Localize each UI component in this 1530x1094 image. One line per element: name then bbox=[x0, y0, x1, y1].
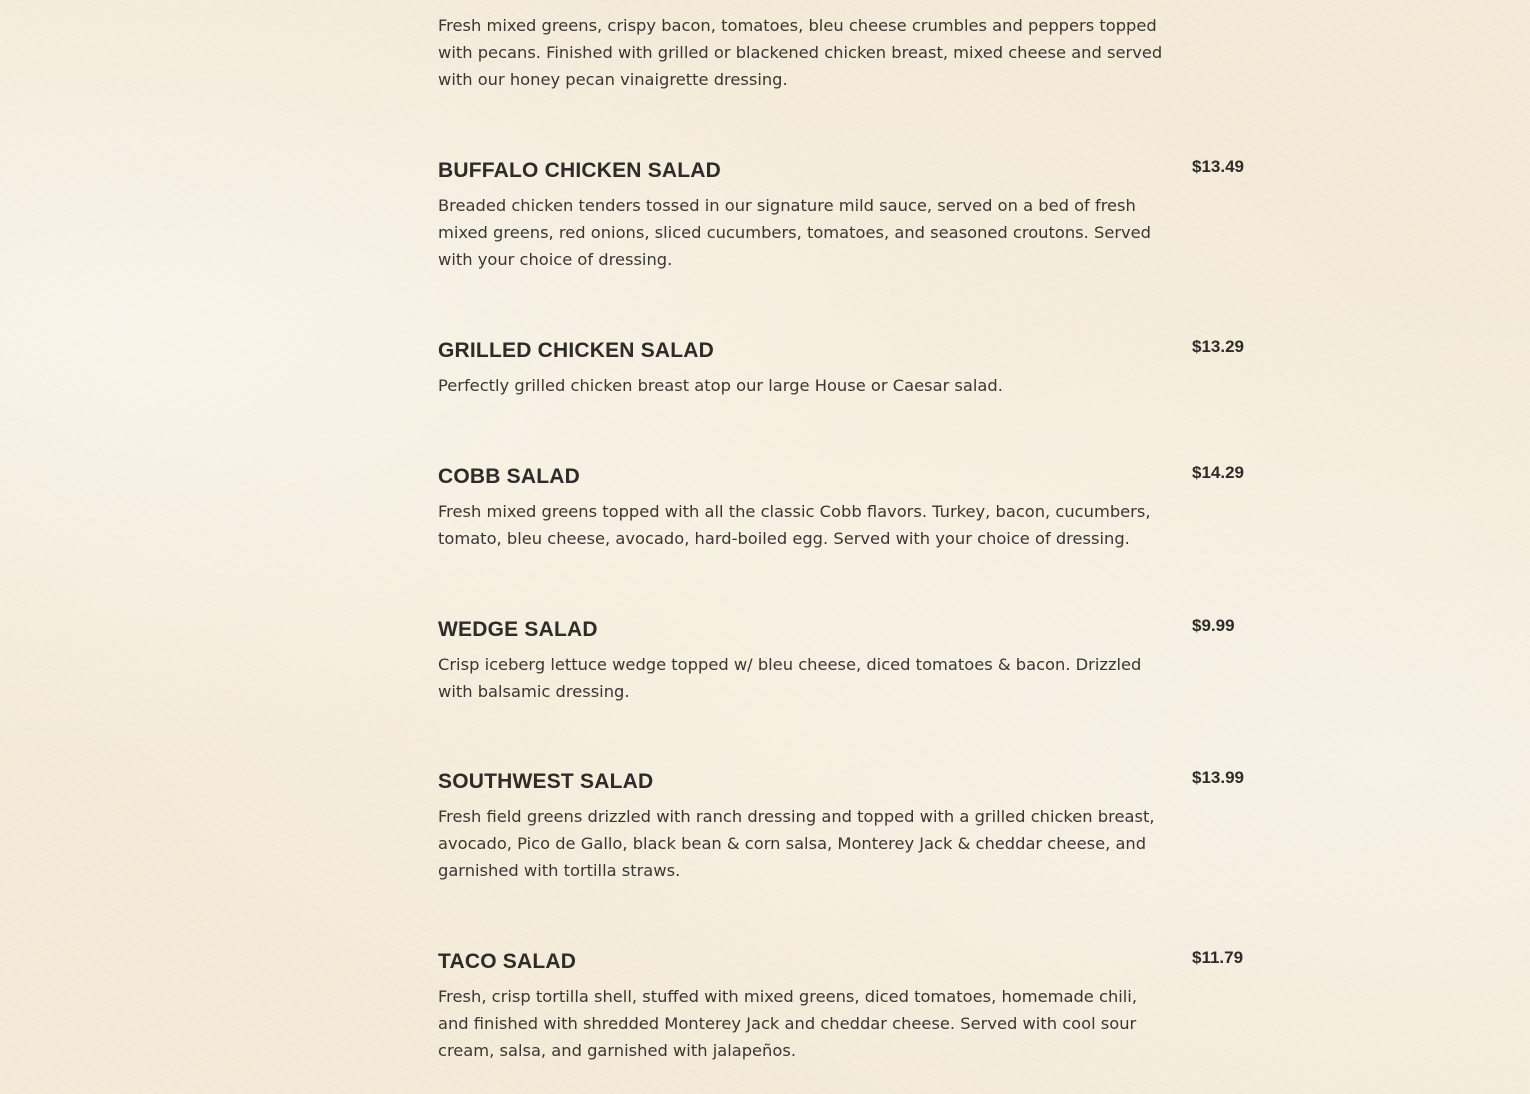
menu-item-price: $11.79 bbox=[1192, 948, 1244, 967]
menu-item-price: $13.49 bbox=[1192, 157, 1244, 176]
menu-item-price: $14.29 bbox=[1192, 463, 1244, 482]
menu-item-price: $9.99 bbox=[1192, 616, 1235, 635]
menu-item-description: Fresh mixed greens topped with all the classic Cobb flavors. Turkey, bacon, cucumbers, tomato, bleu cheese, avocado, hard-boiled egg. Served with your choice of dressing. bbox=[438, 502, 1151, 548]
menu-item-description: Fresh field greens drizzled with ranch dressing and topped with a grilled chicken breast, avocado, Pico de Gallo, black bean & corn salsa, Monterey Jack & cheddar cheese, and garnished with tortilla straws. bbox=[438, 807, 1155, 880]
menu-item-price: $13.99 bbox=[1192, 768, 1244, 787]
menu-item-name: BUFFALO CHICKEN SALAD bbox=[438, 159, 722, 182]
menu-item-description: Fresh, crisp tortilla shell, stuffed with mixed greens, diced tomatoes, homemade chili, and finished with shredded Monterey Jack and cheddar cheese. Served with cool sour cream, salsa, and garnished with jalapeños. bbox=[438, 987, 1138, 1060]
menu-item-name: TACO SALAD bbox=[438, 950, 577, 973]
menu-item-name: SOUTHWEST SALAD bbox=[438, 770, 654, 793]
menu-item-description: Breaded chicken tenders tossed in our signature mild sauce, served on a bed of fresh mixed greens, red onions, sliced cucumbers, tomatoes, and seasoned croutons. Served with your choice of dressing. bbox=[438, 196, 1152, 269]
menu-item-name: GRILLED CHICKEN SALAD bbox=[438, 339, 715, 362]
menu-item-description: Perfectly grilled chicken breast atop our large House or Caesar salad. bbox=[438, 376, 1003, 395]
menu-item-name: WEDGE SALAD bbox=[438, 618, 598, 641]
menu-item-description: Fresh mixed greens, crispy bacon, tomatoes, bleu cheese crumbles and peppers topped with pecans. Finished with grilled or blackened chicken breast, mixed cheese and served with our honey pecan vinaigrette dressing. bbox=[438, 16, 1163, 89]
menu-item-name: COBB SALAD bbox=[438, 465, 580, 488]
menu-item-price: $13.29 bbox=[1192, 337, 1244, 356]
menu-item-description: Crisp iceberg lettuce wedge topped w/ bleu cheese, diced tomatoes & bacon. Drizzled with balsamic dressing. bbox=[438, 655, 1142, 701]
